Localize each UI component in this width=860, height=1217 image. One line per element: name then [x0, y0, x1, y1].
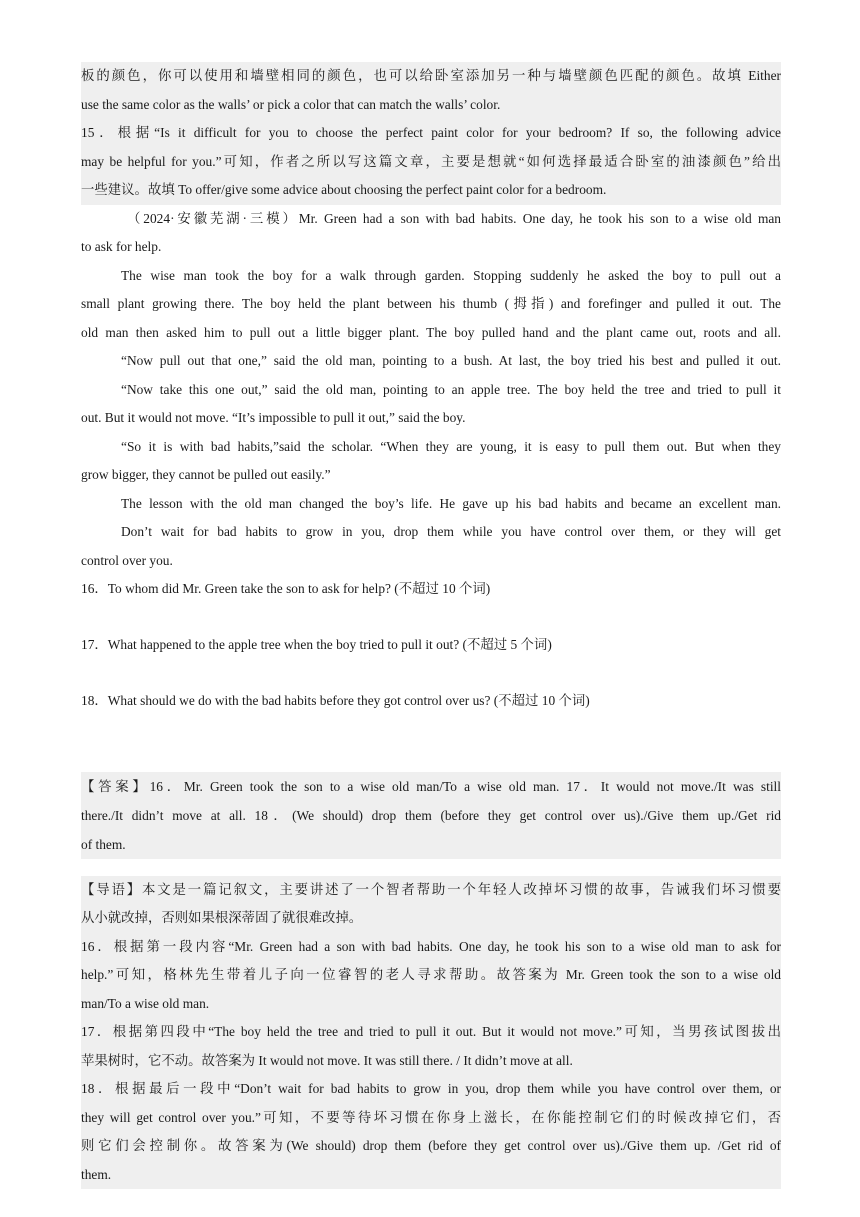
passage-intro-line-2: to ask for help. — [81, 239, 162, 254]
analysis-block — [81, 876, 781, 1190]
passage-p1-line-2: small plant growing there. The boy held the plant between his thumb (拇指) and forefinger and pulled it out. The — [81, 296, 781, 311]
analysis-17-line-2: 苹果树时，它不动。故答案为 It would not move. It was still there. / It didn’t move at all. — [81, 1052, 573, 1068]
answer-line-2: there./It didn’t move at all. 18．(We should) drop them (before they get control over us)./Give them up./Get rid — [81, 807, 781, 823]
passage-p5: The lesson with the old man changed the boy’s life. He gave up his bad habits and became an excellent man. — [121, 495, 781, 511]
passage-p3-line-2: out. But it would not move. “It’s impossible to pull it out,” said the boy. — [81, 410, 466, 425]
guide-line-1: 【导语】本文是一篇记叙文，主要讲述了一个智者帮助一个年轻人改掉坏习惯的故事，告诫我们坏习惯要 — [81, 881, 781, 897]
answer-line-1: 【答案】16．Mr. Green took the son to a wise old man/To a wise old man. 17．It would not move./It was still — [81, 778, 781, 794]
prev-line-2: use the same color as the walls’ or pick a color that can match the walls’ color. — [81, 96, 501, 112]
analysis-16-line-2: help.”可知，格林先生带着儿子向一位睿智的老人寻求帮助。故答案为 Mr. Green took the son to a wise old — [81, 967, 781, 982]
document-page — [81, 62, 781, 1189]
question-16: 16．To whom did Mr. Green take the son to ask for help? (不超过 10 个词) — [81, 581, 491, 596]
analysis-18-line-3: 则它们会控制你。故答案为(We should) drop them (before they get control over us)./Give them up. /Get rid of — [81, 1138, 781, 1153]
passage-p1-line-1: The wise man took the boy for a walk through garden. Stopping suddenly he asked the boy to pull out a — [121, 267, 781, 283]
item15-line-2: may be helpful for you.”可知，作者之所以写这篇文章，主要是想就“如何选择最适合卧室的油漆颜色”给出 — [81, 153, 781, 169]
question-18: 18．What should we do with the bad habits before they got control over us? (不超过 10 个词) — [81, 693, 590, 708]
passage-p1-line-3: old man then asked him to pull out a little bigger plant. The boy pulled hand and the plant came out, roots and all. — [81, 324, 781, 340]
analysis-17-line-1: 17．根据第四段中“The boy held the tree and tried to pull it out. But it would not move.”可知，当男孩试图拔出 — [81, 1024, 781, 1039]
passage-p4-line-1: “So it is with bad habits,”said the scholar. “When they are young, it is easy to pull them out. But when they — [121, 438, 781, 454]
analysis-16-line-3: man/To a wise old man. — [81, 995, 210, 1011]
answer-line-3: of them. — [81, 836, 126, 852]
analysis-18-line-2: they will get control over you.”可知，不要等待坏习惯在你身上滋长，在你能控制它们的时候改掉它们，否 — [81, 1109, 781, 1125]
analysis-18-line-4: them. — [81, 1166, 112, 1182]
passage-p3-line-1: “Now take this one out,” said the old man, pointing to an apple tree. The boy held the tree and tried to pull it — [121, 381, 781, 397]
passage-p6-line-1: Don’t wait for bad habits to grow in you, drop them while you have control over them, or they will get — [121, 524, 781, 539]
question-list — [81, 575, 781, 716]
passage-intro-line-1: （2024·安徽芜湖·三模）Mr. Green had a son with bad habits. One day, he took his son to a wise old man — [127, 210, 781, 226]
answer-block — [81, 772, 781, 859]
item15-line-3: 一些建议。故填 To offer/give some advice about choosing the perfect paint color for a bedroom. — [81, 182, 607, 197]
item15-line-1: 15．根据“Is it difficult for you to choose the perfect paint color for your bedroom? If so, the following advice — [81, 125, 781, 140]
guide-line-2: 从小就改掉，否则如果根深蒂固了就很难改掉。 — [81, 910, 363, 925]
passage-p2: “Now pull out that one,” said the old man, pointing to a bush. At last, the boy tried his best and pulled it out. — [121, 353, 781, 368]
previous-analysis-block — [81, 62, 781, 205]
question-17: 17．What happened to the apple tree when the boy tried to pull it out? (不超过 5 个词) — [81, 637, 552, 652]
passage-p6-line-2: control over you. — [81, 552, 173, 568]
analysis-18-line-1: 18．根据最后一段中“Don’t wait for bad habits to grow in you, drop them while you have control over them, or — [81, 1081, 781, 1096]
prev-line-1: 板的颜色，你可以使用和墙壁相同的颜色，也可以给卧室添加另一种与墙壁颜色匹配的颜色。故填 Either — [81, 68, 781, 83]
analysis-16-line-1: 16．根据第一段内容“Mr. Green had a son with bad habits. One day, he took his son to a wise old man to ask for — [81, 938, 781, 954]
passage-p4-line-2: grow bigger, they cannot be pulled out easily.” — [81, 467, 331, 482]
reading-passage — [81, 205, 781, 576]
